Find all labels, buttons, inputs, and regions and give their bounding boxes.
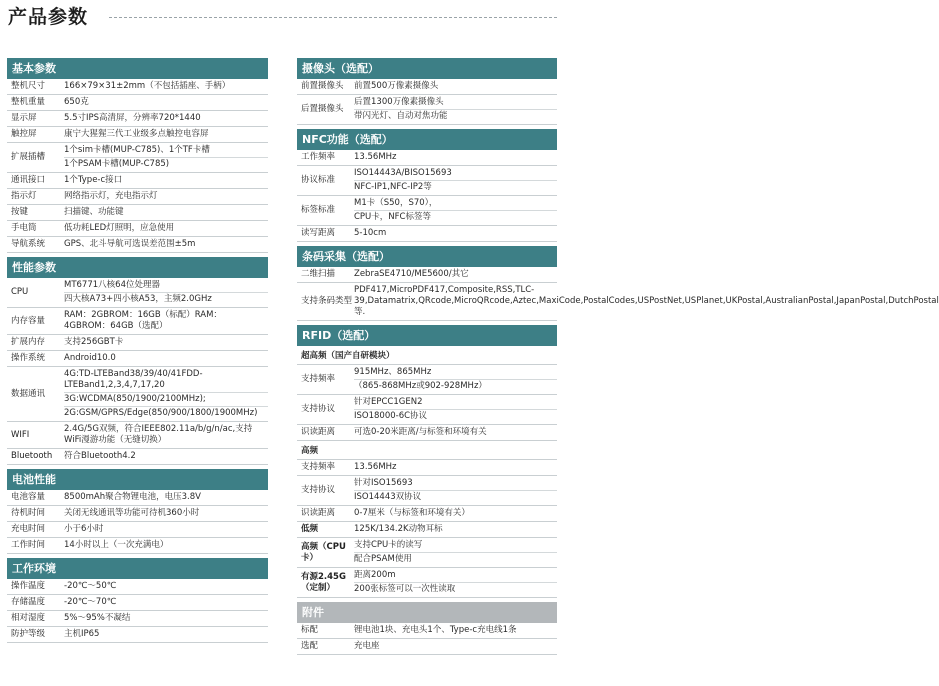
spec-value-line: 2G:GSM/GPRS/Edge(850/900/1800/1900MHz) xyxy=(64,406,268,420)
spec-label: 数据通讯 xyxy=(11,388,46,399)
spec-row xyxy=(7,595,268,611)
spec-value-line: 关闭无线通讯等功能可待机360小时 xyxy=(64,508,200,518)
spec-value-line: Android10.0 xyxy=(64,353,116,363)
spec-value xyxy=(62,237,268,252)
section-header-barcode: 条码采集（选配） xyxy=(297,246,557,267)
spec-value xyxy=(62,627,268,642)
spec-value-line: 200张标签可以一次性读取 xyxy=(354,582,557,596)
spec-value xyxy=(62,422,268,448)
spec-row xyxy=(7,278,268,308)
spec-label: 操作系统 xyxy=(11,353,46,363)
spec-row xyxy=(7,627,268,643)
spec-row xyxy=(297,196,557,226)
spec-row xyxy=(7,506,268,522)
spec-value xyxy=(352,95,557,124)
spec-value xyxy=(352,166,557,195)
spec-value xyxy=(62,335,268,350)
spec-row xyxy=(7,449,268,465)
page-title: 产品参数 xyxy=(8,6,89,28)
spec-value-line: CPU卡，NFC标签等 xyxy=(354,210,557,224)
spec-value-line: 锂电池1块、充电头1个、Type-c充电线1条 xyxy=(354,625,517,635)
spec-value-line: 小于6小时 xyxy=(64,524,104,534)
basic-table xyxy=(7,79,268,253)
spec-value-line: 针对ISO15693 xyxy=(354,478,413,488)
spec-label: 触控屏 xyxy=(11,129,37,139)
spec-row xyxy=(7,127,268,143)
spec-value-line: 4G:TD-LTEBand38/39/40/41FDD-LTEBand1,2,3,4,7,17,20 xyxy=(64,369,203,390)
spec-row xyxy=(7,538,268,554)
spec-value-line: 650克 xyxy=(64,97,89,107)
spec-label: 高频（CPU卡） xyxy=(301,541,346,563)
spec-value-line: 低功耗LED灯照明，应急使用 xyxy=(64,223,175,233)
spec-value xyxy=(352,522,557,537)
spec-value-line: 14小时以上（一次充满电） xyxy=(64,540,169,550)
spec-value-line: 8500mAh聚合物锂电池，电压3.8V xyxy=(64,492,201,502)
spec-value-line: -20℃～70℃ xyxy=(64,597,117,607)
section-header-performance: 性能参数 xyxy=(7,257,268,278)
spec-row xyxy=(7,522,268,538)
spec-value-line: 支持CPU卡的读写 xyxy=(354,540,423,550)
spec-label: 有源2.45G（定制） xyxy=(301,571,346,593)
spec-label: 待机时间 xyxy=(11,508,46,518)
spec-row xyxy=(7,611,268,627)
spec-value-line: 5-10cm xyxy=(354,228,387,238)
spec-label: 手电筒 xyxy=(11,223,37,233)
spec-value-line: 0-7厘米（与标签和环境有关） xyxy=(354,508,470,518)
spec-row xyxy=(297,79,557,95)
spec-row xyxy=(297,639,557,655)
spec-value-line: 125K/134.2K动物耳标 xyxy=(354,524,443,534)
spec-label: 协议标准 xyxy=(301,175,336,185)
spec-label: 支持协议 xyxy=(301,485,336,495)
spec-value-line: MT6771八核64位处理器 xyxy=(64,280,160,290)
spec-value xyxy=(62,611,268,626)
spec-label: 防护等级 xyxy=(11,629,46,639)
spec-label: 标配 xyxy=(301,625,319,635)
spec-row xyxy=(297,95,557,125)
section-header-camera: 摄像头（选配） xyxy=(297,58,557,79)
spec-row xyxy=(297,460,557,476)
spec-row xyxy=(297,425,557,441)
spec-label: 后置摄像头 xyxy=(301,104,344,114)
spec-row xyxy=(297,568,557,598)
spec-value xyxy=(352,196,557,225)
spec-row xyxy=(7,237,268,253)
spec-value-line: ISO14443A/BISO15693 xyxy=(354,168,452,178)
spec-value xyxy=(62,538,268,553)
spec-label: 支持条码类型 xyxy=(301,296,353,306)
camera-table xyxy=(297,79,557,125)
spec-label: 扩展内存 xyxy=(11,337,46,347)
spec-row xyxy=(7,308,268,335)
spec-value xyxy=(62,143,268,172)
rfid-hf-subtitle: 高频 xyxy=(297,441,557,460)
spec-value xyxy=(62,127,268,142)
spec-label: 操作温度 xyxy=(11,581,46,591)
spec-label: 按键 xyxy=(11,207,29,217)
right-column xyxy=(297,58,939,655)
spec-value xyxy=(62,595,268,610)
spec-row xyxy=(297,283,939,321)
spec-value xyxy=(62,221,268,236)
spec-row xyxy=(7,173,268,189)
spec-row xyxy=(7,351,268,367)
spec-value-line: 1个sim卡槽(MUP-C785)、1个TF卡槽 xyxy=(64,145,210,155)
spec-value xyxy=(352,460,557,475)
spec-value xyxy=(62,278,268,307)
spec-label: 选配 xyxy=(301,641,319,651)
spec-value-line: 主机IP65 xyxy=(64,629,100,639)
spec-value xyxy=(62,189,268,204)
spec-value-line: 可选0-20米距离/与标签和环境有关 xyxy=(354,427,487,437)
spec-value-line: 3G:WCDMA(850/1900/2100MHz); xyxy=(64,392,268,406)
spec-label: 通讯接口 xyxy=(11,175,46,185)
spec-label: 显示屏 xyxy=(11,113,37,123)
spec-row xyxy=(297,538,557,568)
accessories-table xyxy=(297,623,557,655)
spec-value xyxy=(352,476,557,505)
spec-row xyxy=(7,367,268,422)
spec-value-line: 915MHz、865MHz xyxy=(354,367,432,377)
spec-value xyxy=(352,639,557,654)
spec-value xyxy=(352,538,557,567)
spec-row xyxy=(297,395,557,425)
spec-value xyxy=(62,367,268,421)
spec-row xyxy=(7,205,268,221)
spec-label: 充电时间 xyxy=(11,524,46,534)
spec-label: 整机重量 xyxy=(11,97,46,107)
section-header-rfid: RFID（选配） xyxy=(297,325,557,346)
spec-label: 工作时间 xyxy=(11,540,46,550)
spec-value-line: ISO18000-6C协议 xyxy=(354,409,557,423)
spec-value xyxy=(352,226,557,241)
spec-value-line: 13.56MHz xyxy=(354,152,397,162)
spec-value xyxy=(62,79,268,94)
spec-row xyxy=(297,522,557,538)
spec-label: 支持协议 xyxy=(301,404,336,414)
rfid-extra-table xyxy=(297,522,557,598)
spec-value-line: 康宁大猩猩三代工业级多点触控电容屏 xyxy=(64,129,209,139)
spec-label: 识读距离 xyxy=(301,427,336,437)
section-header-basic: 基本参数 xyxy=(7,58,268,79)
spec-row xyxy=(297,166,557,196)
spec-row xyxy=(297,476,557,506)
spec-value xyxy=(62,449,268,464)
spec-label: 读写距离 xyxy=(301,228,336,238)
spec-value-line: 5%～95%不凝结 xyxy=(64,613,131,623)
spec-label: 存储温度 xyxy=(11,597,46,607)
spec-label: 二维扫描 xyxy=(301,269,336,279)
section-header-environment: 工作环境 xyxy=(7,558,268,579)
spec-value-line: 13.56MHz xyxy=(354,462,397,472)
spec-value xyxy=(352,267,557,282)
spec-value xyxy=(352,365,557,394)
spec-value-line: 充电座 xyxy=(354,641,380,651)
spec-value xyxy=(352,150,557,165)
spec-value xyxy=(352,506,557,521)
spec-label: 识读距离 xyxy=(301,508,336,518)
spec-value-line: M1卡（S50，S70）， xyxy=(354,198,438,208)
spec-value-line: 针对EPCC1GEN2 xyxy=(354,397,423,407)
spec-value-line: 2.4G/5G双频，符合IEEE802.11a/b/g/n/ac,支持WiFi漫游功能（无缝切换） xyxy=(64,424,253,445)
spec-label: 电池容量 xyxy=(11,492,46,502)
spec-row xyxy=(297,365,557,395)
spec-row xyxy=(7,95,268,111)
spec-value-line: ISO14443双协议 xyxy=(354,490,557,504)
spec-value-line: 1个Type-c接口 xyxy=(64,175,123,185)
rfid-hf-table xyxy=(297,460,557,522)
spec-value-line: GPS、北斗导航可选误差范围±5m xyxy=(64,239,196,249)
spec-value xyxy=(352,623,557,638)
spec-value-line: 距离200m xyxy=(354,570,396,580)
section-header-battery: 电池性能 xyxy=(7,469,268,490)
spec-value-line: 166×79×31±2mm（不包括插座、手柄） xyxy=(64,81,231,91)
spec-label: 支持频率 xyxy=(301,462,336,472)
spec-row xyxy=(7,79,268,95)
spec-value xyxy=(62,351,268,366)
spec-row xyxy=(7,189,268,205)
spec-row xyxy=(7,490,268,506)
spec-label: 工作频率 xyxy=(301,152,336,162)
spec-value-line: 后置1300万像素摄像头 xyxy=(354,97,444,107)
spec-label: 指示灯 xyxy=(11,191,37,201)
spec-value xyxy=(62,490,268,505)
spec-value xyxy=(352,395,557,424)
spec-row xyxy=(7,335,268,351)
spec-label: 整机尺寸 xyxy=(11,81,46,91)
spec-row xyxy=(297,226,557,242)
spec-value-line: 5.5寸IPS高清屏，分辨率720*1440 xyxy=(64,113,201,123)
spec-value-line: 支持256GBT卡 xyxy=(64,337,124,347)
spec-value-line: NFC-IP1,NFC-IP2等 xyxy=(354,180,557,194)
performance-table xyxy=(7,278,268,465)
spec-value xyxy=(62,522,268,537)
spec-value xyxy=(62,205,268,220)
spec-value xyxy=(352,425,557,440)
battery-table xyxy=(7,490,268,554)
spec-label: WIFI xyxy=(11,429,30,440)
spec-value xyxy=(62,111,268,126)
spec-label: 导航系统 xyxy=(11,239,46,249)
spec-value xyxy=(352,568,557,597)
rfid-uhf-table xyxy=(297,365,557,441)
spec-value xyxy=(62,173,268,188)
nfc-table xyxy=(297,150,557,242)
spec-value-line: 扫描键、功能键 xyxy=(64,207,124,217)
spec-label: 低频 xyxy=(301,524,319,534)
section-header-nfc: NFC功能（选配） xyxy=(297,129,557,150)
rfid-uhf-subtitle: 超高频（国产自研模块） xyxy=(297,346,557,365)
spec-row xyxy=(7,111,268,127)
spec-value-line: -20℃～50℃ xyxy=(64,581,117,591)
spec-row xyxy=(7,221,268,237)
spec-value-line: 四大核A73+四小核A53，主频2.0GHz xyxy=(64,292,268,306)
spec-label: 前置摄像头 xyxy=(301,81,344,91)
spec-label: 扩展插槽 xyxy=(11,152,46,162)
spec-value xyxy=(352,283,939,320)
spec-value-line: 网络指示灯，充电指示灯 xyxy=(64,191,158,201)
spec-label: 支持频率 xyxy=(301,374,336,384)
spec-value-line: 前置500万像素摄像头 xyxy=(354,81,439,91)
spec-row xyxy=(297,150,557,166)
spec-value-line: 带闪光灯、自动对焦功能 xyxy=(354,109,557,123)
spec-value xyxy=(62,579,268,594)
spec-value-line: 配合PSAM使用 xyxy=(354,552,557,566)
spec-value-line: RAM：2GBROM：16GB（标配）RAM：4GBROM：64GB（选配） xyxy=(64,310,222,331)
spec-value-line: ZebraSE4710/ME5600/其它 xyxy=(354,269,469,279)
spec-label: 内存容量 xyxy=(11,315,46,326)
spec-label: 标签标准 xyxy=(301,205,336,215)
environment-table xyxy=(7,579,268,643)
spec-label: Bluetooth xyxy=(11,451,53,461)
barcode-table xyxy=(297,267,939,321)
left-column xyxy=(7,58,268,643)
spec-value-line: PDF417,MicroPDF417,Composite,RSS,TLC-39,Datamatrix,QRcode,MicroQRcode,Aztec,MaxiCode,PostalCodes,USPostNet,USPlanet,UKPostal,AustralianPostal,JapanPostal,DutchPostal等. xyxy=(354,285,939,317)
spec-row xyxy=(297,267,557,283)
spec-row xyxy=(297,506,557,522)
spec-value-line: 1个PSAM卡槽(MUP-C785) xyxy=(64,157,268,171)
spec-value-line: 符合Bluetooth4.2 xyxy=(64,451,136,461)
spec-row xyxy=(297,623,557,639)
spec-value xyxy=(352,79,557,94)
spec-row xyxy=(7,579,268,595)
spec-row xyxy=(7,143,268,173)
spec-row xyxy=(7,422,268,449)
spec-value xyxy=(62,308,268,334)
section-header-accessories: 附件 xyxy=(297,602,557,623)
title-divider xyxy=(109,17,557,18)
spec-value xyxy=(62,95,268,110)
spec-label: CPU xyxy=(11,287,29,297)
spec-value xyxy=(62,506,268,521)
spec-value-line: （865-868MHz或902-928MHz） xyxy=(354,379,557,393)
spec-label: 相对湿度 xyxy=(11,613,46,623)
